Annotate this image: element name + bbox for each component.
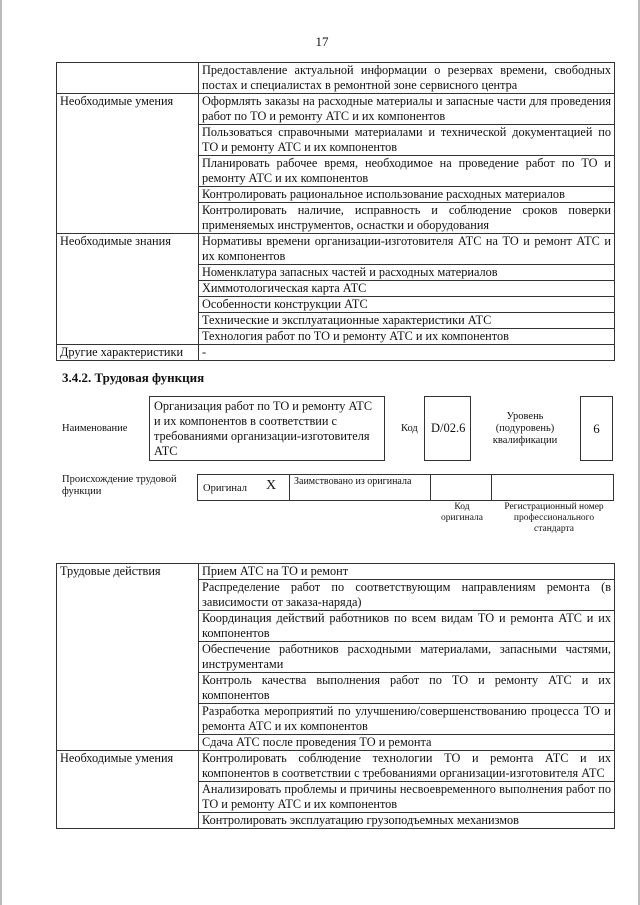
original-cell	[197, 474, 290, 501]
function-name-field: Организация работ по ТО и ремонту АТС и их компонентов в соответствии с требованиями организации-изготовителя АТС	[149, 396, 385, 461]
row-label: Другие характеристики	[57, 345, 199, 361]
row-item: Химмотологическая карта АТС	[199, 281, 615, 297]
row-item: Распределение работ по соответствующим направлениям ремонта (в зависимости от заказа-наряда)	[199, 580, 615, 611]
row-item: -	[199, 345, 615, 361]
code-field: D/02.6	[424, 396, 471, 461]
level-label: Уровень (подуровень) квалификации	[492, 411, 558, 446]
row-label: Необходимые умения	[57, 94, 199, 234]
row-item: Контролировать рациональное использование расходных материалов	[199, 187, 615, 203]
table-row	[57, 94, 615, 125]
row-item: Сдача АТС после проведения ТО и ремонта	[199, 735, 615, 751]
code-label: Код	[401, 423, 418, 434]
reg-number-caption: Регистрационный номер профессионального стандарта	[504, 502, 604, 534]
row-label	[57, 63, 199, 94]
row-item: Анализировать проблемы и причины несвоевременного выполнения работ по ТО и ремонту АТС и их компонентов	[199, 782, 615, 813]
row-item: Особенности конструкции АТС	[199, 297, 615, 313]
borrowed-cell	[289, 474, 431, 501]
row-item: Обеспечение работников расходными материалами, запасными частями, инструментами	[199, 642, 615, 673]
row-label: Трудовые действия	[57, 564, 199, 751]
page-number: 17	[315, 34, 329, 49]
row-item: Технология работ по ТО и ремонту АТС и их компонентов	[199, 329, 615, 345]
row-label: Необходимые умения	[57, 751, 199, 829]
row-item: Пользоваться справочными материалами и технической документацией по ТО и ремонту АТС и их компонентов	[199, 125, 615, 156]
row-item: Оформлять заказы на расходные материалы и запасные части для проведения работ по ТО и ремонту АТС и их компонентов	[199, 94, 615, 125]
name-label: Наименование	[62, 423, 128, 434]
borrowed-label: Заимствовано из оригинала	[294, 476, 412, 487]
level-field: 6	[580, 396, 613, 461]
row-item: Предоставление актуальной информации о резервах времени, свободных постах и специалистах в ремонтной зоне сервисного центра	[199, 63, 615, 94]
row-item: Контролировать эксплуатацию грузоподъемных механизмов	[199, 813, 615, 829]
row-item: Нормативы времени организации-изготовителя АТС на ТО и ремонт АТС и их компонентов	[199, 234, 615, 265]
row-item: Разработка мероприятий по улучшению/совершенствованию процесса ТО и ремонта АТС и их компонентов	[199, 704, 615, 735]
table-row	[57, 345, 615, 361]
origin-label: Происхождение трудовой функции	[62, 474, 177, 497]
orig-code-cell	[430, 474, 492, 501]
row-item: Контроль качества выполнения работ по ТО и ремонту АТС и их компонентов	[199, 673, 615, 704]
original-mark: X	[266, 478, 277, 493]
original-label: Оригинал	[203, 483, 247, 494]
row-item: Координация действий работников по всем видам ТО и ремонта АТС и их компонентов	[199, 611, 615, 642]
row-item: Номенклатура запасных частей и расходных материалов	[199, 265, 615, 281]
skills-knowledge-table	[56, 62, 615, 361]
row-item: Технические и эксплуатационные характеристики АТС	[199, 313, 615, 329]
orig-code-caption: Код оригинала	[441, 502, 483, 523]
table-row	[57, 234, 615, 265]
table-row	[57, 564, 615, 580]
row-item: Контролировать наличие, исправность и соблюдение сроков поверки применяемых инструментов, оснастки и оборудования	[199, 203, 615, 234]
reg-number-cell	[491, 474, 614, 501]
row-item: Планировать рабочее время, необходимое на проведение работ по ТО и ремонту АТС и их компонентов	[199, 156, 615, 187]
section-heading: 3.4.2. Трудовая функция	[62, 370, 205, 385]
actions-skills-table	[56, 563, 615, 829]
row-label: Необходимые знания	[57, 234, 199, 345]
row-item: Прием АТС на ТО и ремонт	[199, 564, 615, 580]
row-item: Контролировать соблюдение технологии ТО и ремонта АТС и их компонентов в соответствии с требованиями организации-изготовителя АТС	[199, 751, 615, 782]
table-row	[57, 63, 615, 94]
table-row	[57, 751, 615, 782]
